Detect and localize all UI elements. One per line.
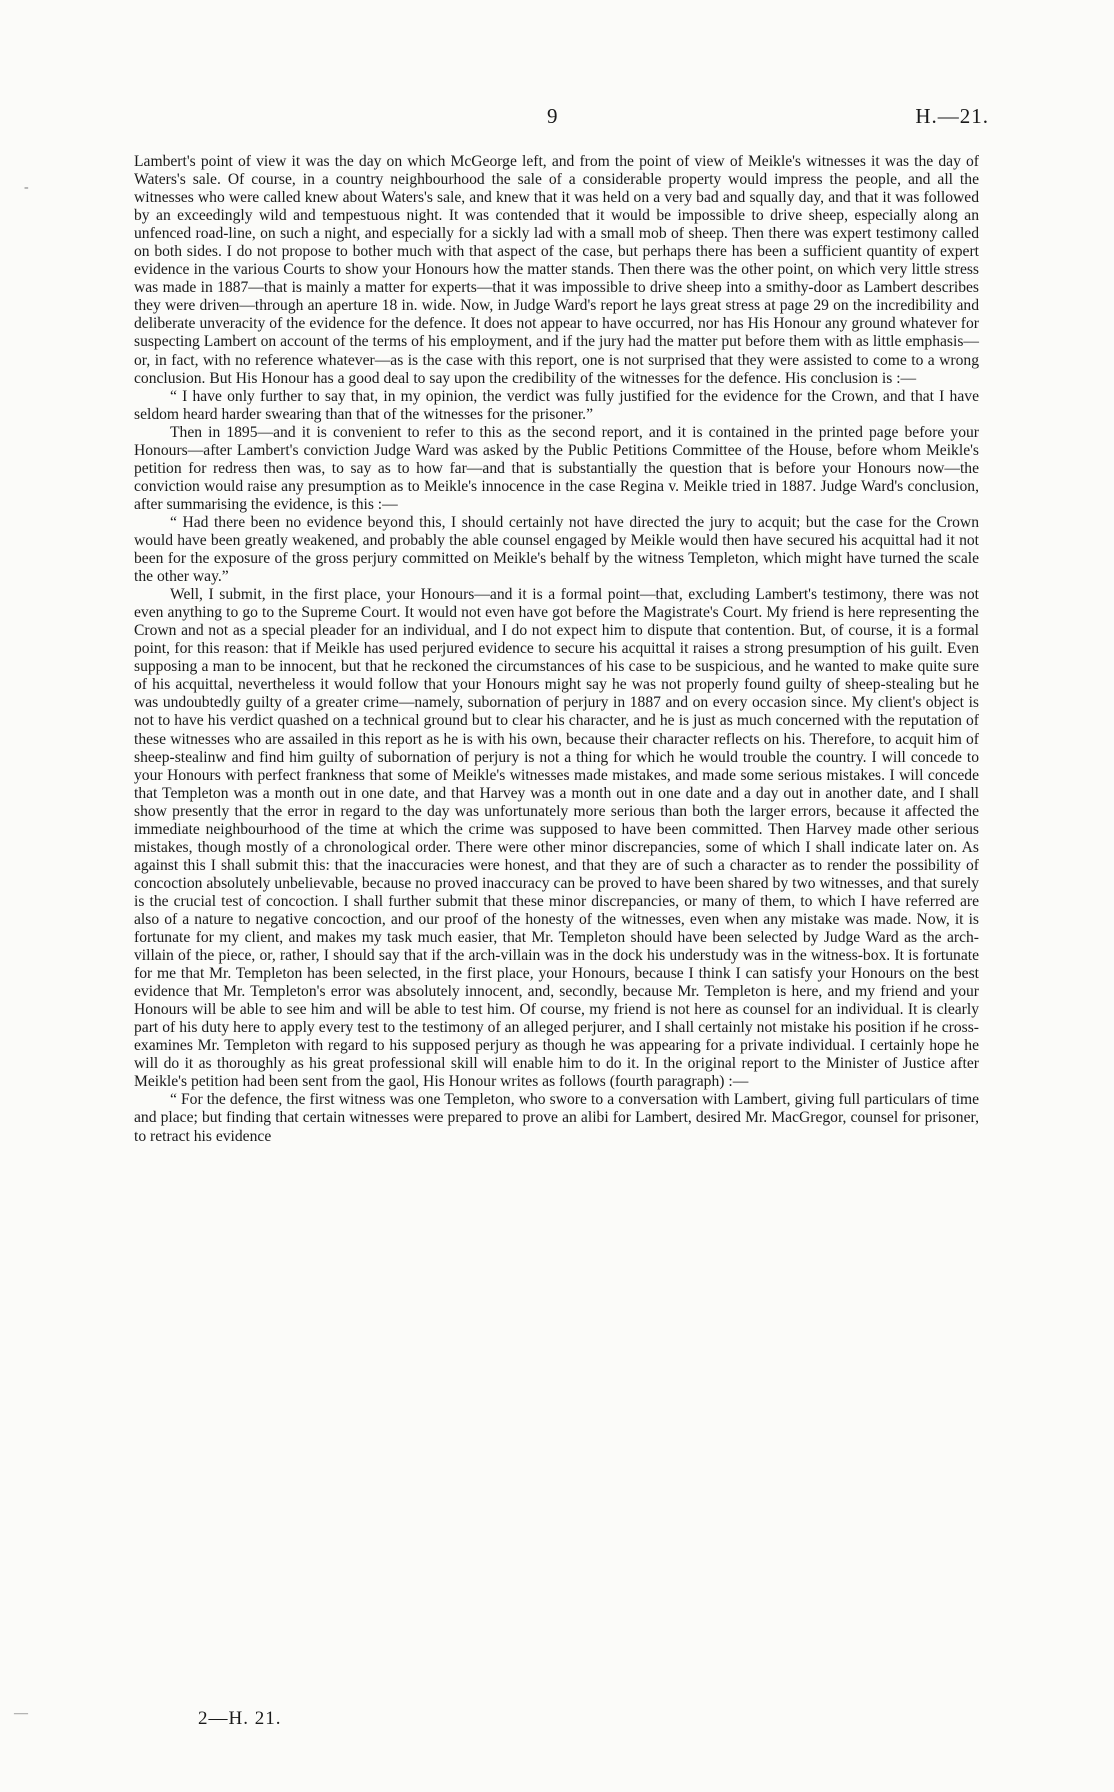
quoted-paragraph: “ For the defence, the first witness was one Templeton, who swore to a conversation with Lambert, giving full particulars of time and place; but finding that certain witnesses were prepared to prove an alibi for Lambert, desired Mr. MacGregor, counsel for prisoner, to retract his evidence xyxy=(134,1091,979,1145)
page-header xyxy=(0,104,1114,134)
document-body xyxy=(134,153,979,1146)
quoted-paragraph: “ Had there been no evidence beyond this, I should certainly not have directed the jury to acquit; but the case for the Crown would have been greatly weakened, and probably the able counsel engaged by Meikle would then have secured his acquittal had it not been for the exposure of the gross perjury committed on Meikle's behalf by the witness Templeton, which might have turned the scale the other way.” xyxy=(134,513,979,586)
document-reference: H.—21. xyxy=(915,104,989,128)
quoted-paragraph: “ I have only further to say that, in my opinion, the verdict was fully justified for the evidence for the Crown, and that I have seldom heard harder swearing than that of the witnesses for the prisoner.” xyxy=(134,387,979,423)
page-number: 9 xyxy=(547,104,558,128)
paragraph: Then in 1895—and it is convenient to refer to this as the second report, and it is contained in the printed page before your Honours—after Lambert's conviction Judge Ward was asked by the Public Petitions Committee of the House, before whom Meikle's petition for redress then was, to say as to how far—and that is substantially the question that is before your Honours now—the conviction would raise any presumption as to Meikle's innocence in the case Regina v. Meikle tried in 1887. Judge Ward's conclusion, after summarising the evidence, is this :— xyxy=(134,423,979,513)
signature-mark: 2—H. 21. xyxy=(198,1708,282,1729)
margin-mark: - xyxy=(24,180,29,195)
paragraph: Lambert's point of view it was the day on which McGeorge left, and from the point of view of Meikle's witnesses it was the day of Waters's sale. Of course, in a country neighbourhood the sale of a considerable property would impress the people, and all the witnesses who were called knew about Waters's sale, and knew that it was held on a very bad and squally day, and that it was followed by an exceedingly wild and tempestuous night. It was contended that it would be impossible to drive sheep, especially along an unfenced road-line, on such a night, and especially for a sickly lad with a small mob of sheep. Then there was expert testimony called on both sides. I do not propose to bother much with that aspect of the case, but perhaps there has been a sufficient quantity of expert evidence in the various Courts to show your Honours how the matter stands. Then there was the other point, on which very little stress was made in 1887—that is mainly a matter for experts—that it was impossible to drive sheep into a smithy-door as Lambert describes they were driven—through an aperture 18 in. wide. Now, in Judge Ward's report he lays great stress at page 29 on the incredibility and deliberate unveracity of the evidence for the defence. It does not appear to have occurred, nor has His Honour any ground whatever for suspecting Lambert on account of the terms of his employment, and if the jury had the matter put before them with as little emphasis—or, in fact, with no reference whatever—as is the case with this report, one is not surprised that they were assisted to come to a wrong conclusion. But His Honour has a good deal to say upon the credibility of the witnesses for the defence. His conclusion is :— xyxy=(134,153,979,387)
paragraph: Well, I submit, in the first place, your Honours—and it is a formal point—that, excluding Lambert's testimony, there was not even anything to go to the Supreme Court. It would not even have got before the Magistrate's Court. My friend is here representing the Crown and not as a special pleader for an individual, and I do not expect him to dispute that contention. But, of course, it is a formal point, for this reason: that if Meikle has used perjured evidence to secure his acquittal it raises a strong presumption of his guilt. Even supposing a man to be innocent, but that he reckoned the circumstances of his case to be suspicious, and he wanted to make quite sure of his acquittal, nevertheless it would follow that your Honours might say he was not properly found guilty of sheep-stealing but he was undoubtedly guilty of a greater crime—namely, subornation of perjury in 1887 and on every occasion since. My client's object is not to have his verdict quashed on a technical ground but to clear his character, and he is just as much concerned with the reputation of these witnesses who are assailed in this report as he is with his own, because their character reflects on his. Therefore, to acquit him of sheep-stealinw and find him guilty of subornation of perjury is not a thing for which he would trouble the country. I will concede to your Honours with perfect frankness that some of Meikle's witnesses made mistakes, and made some serious mistakes. I will concede that Templeton was a month out in one date, and that Harvey was a month out in one date and a day out in another date, and I shall show presently that the error in regard to the day was unfortunately more serious than both the larger errors, because it affected the immediate neighbourhood of the time at which the crime was supposed to have been committed. Then Harvey made other serious mistakes, though mostly of a chronological order. There were other minor discrepancies, some of which I shall indicate later on. As against this I shall submit this: that the inaccuracies were honest, and that they are of such a character as to render the possibility of concoction absolutely unbelievable, because no proved inaccuracy can be proved to have been shared by two witnesses, and that surely is the crucial test of concoction. I shall further submit that these minor discrepancies, or many of them, to which I have referred are also of a nature to negative concoction, and our proof of the honesty of the witnesses, even when any mistake was made. Now, it is fortunate for my client, and makes my task much easier, that Mr. Templeton should have been selected by Judge Ward as the arch-villain of the piece, or, rather, I should say that if the arch-villain was in the dock his understudy was in the witness-box. It is fortunate for me that Mr. Templeton has been selected, in the first place, your Honours, because I think I can satisfy your Honours on the best evidence that Mr. Templeton's error was absolutely innocent, and, secondly, because Mr. Templeton is here, and my friend and your Honours will be able to see him and will be able to test him. Of course, my friend is not here as counsel for an individual. It is clearly part of his duty here to apply every test to the testimony of an alleged perjurer, and I shall certainly not mistake his position if he cross-examines Mr. Templeton with regard to his supposed perjury as though he was appearing for a private individual. I certainly hope he will do it as thoroughly as his great professional skill will enable him to do it. In the original report to the Minister of Justice after Meikle's petition had been sent from the gaol, His Honour writes as follows (fourth paragraph) :— xyxy=(134,586,979,1091)
margin-mark: — xyxy=(14,1706,28,1721)
